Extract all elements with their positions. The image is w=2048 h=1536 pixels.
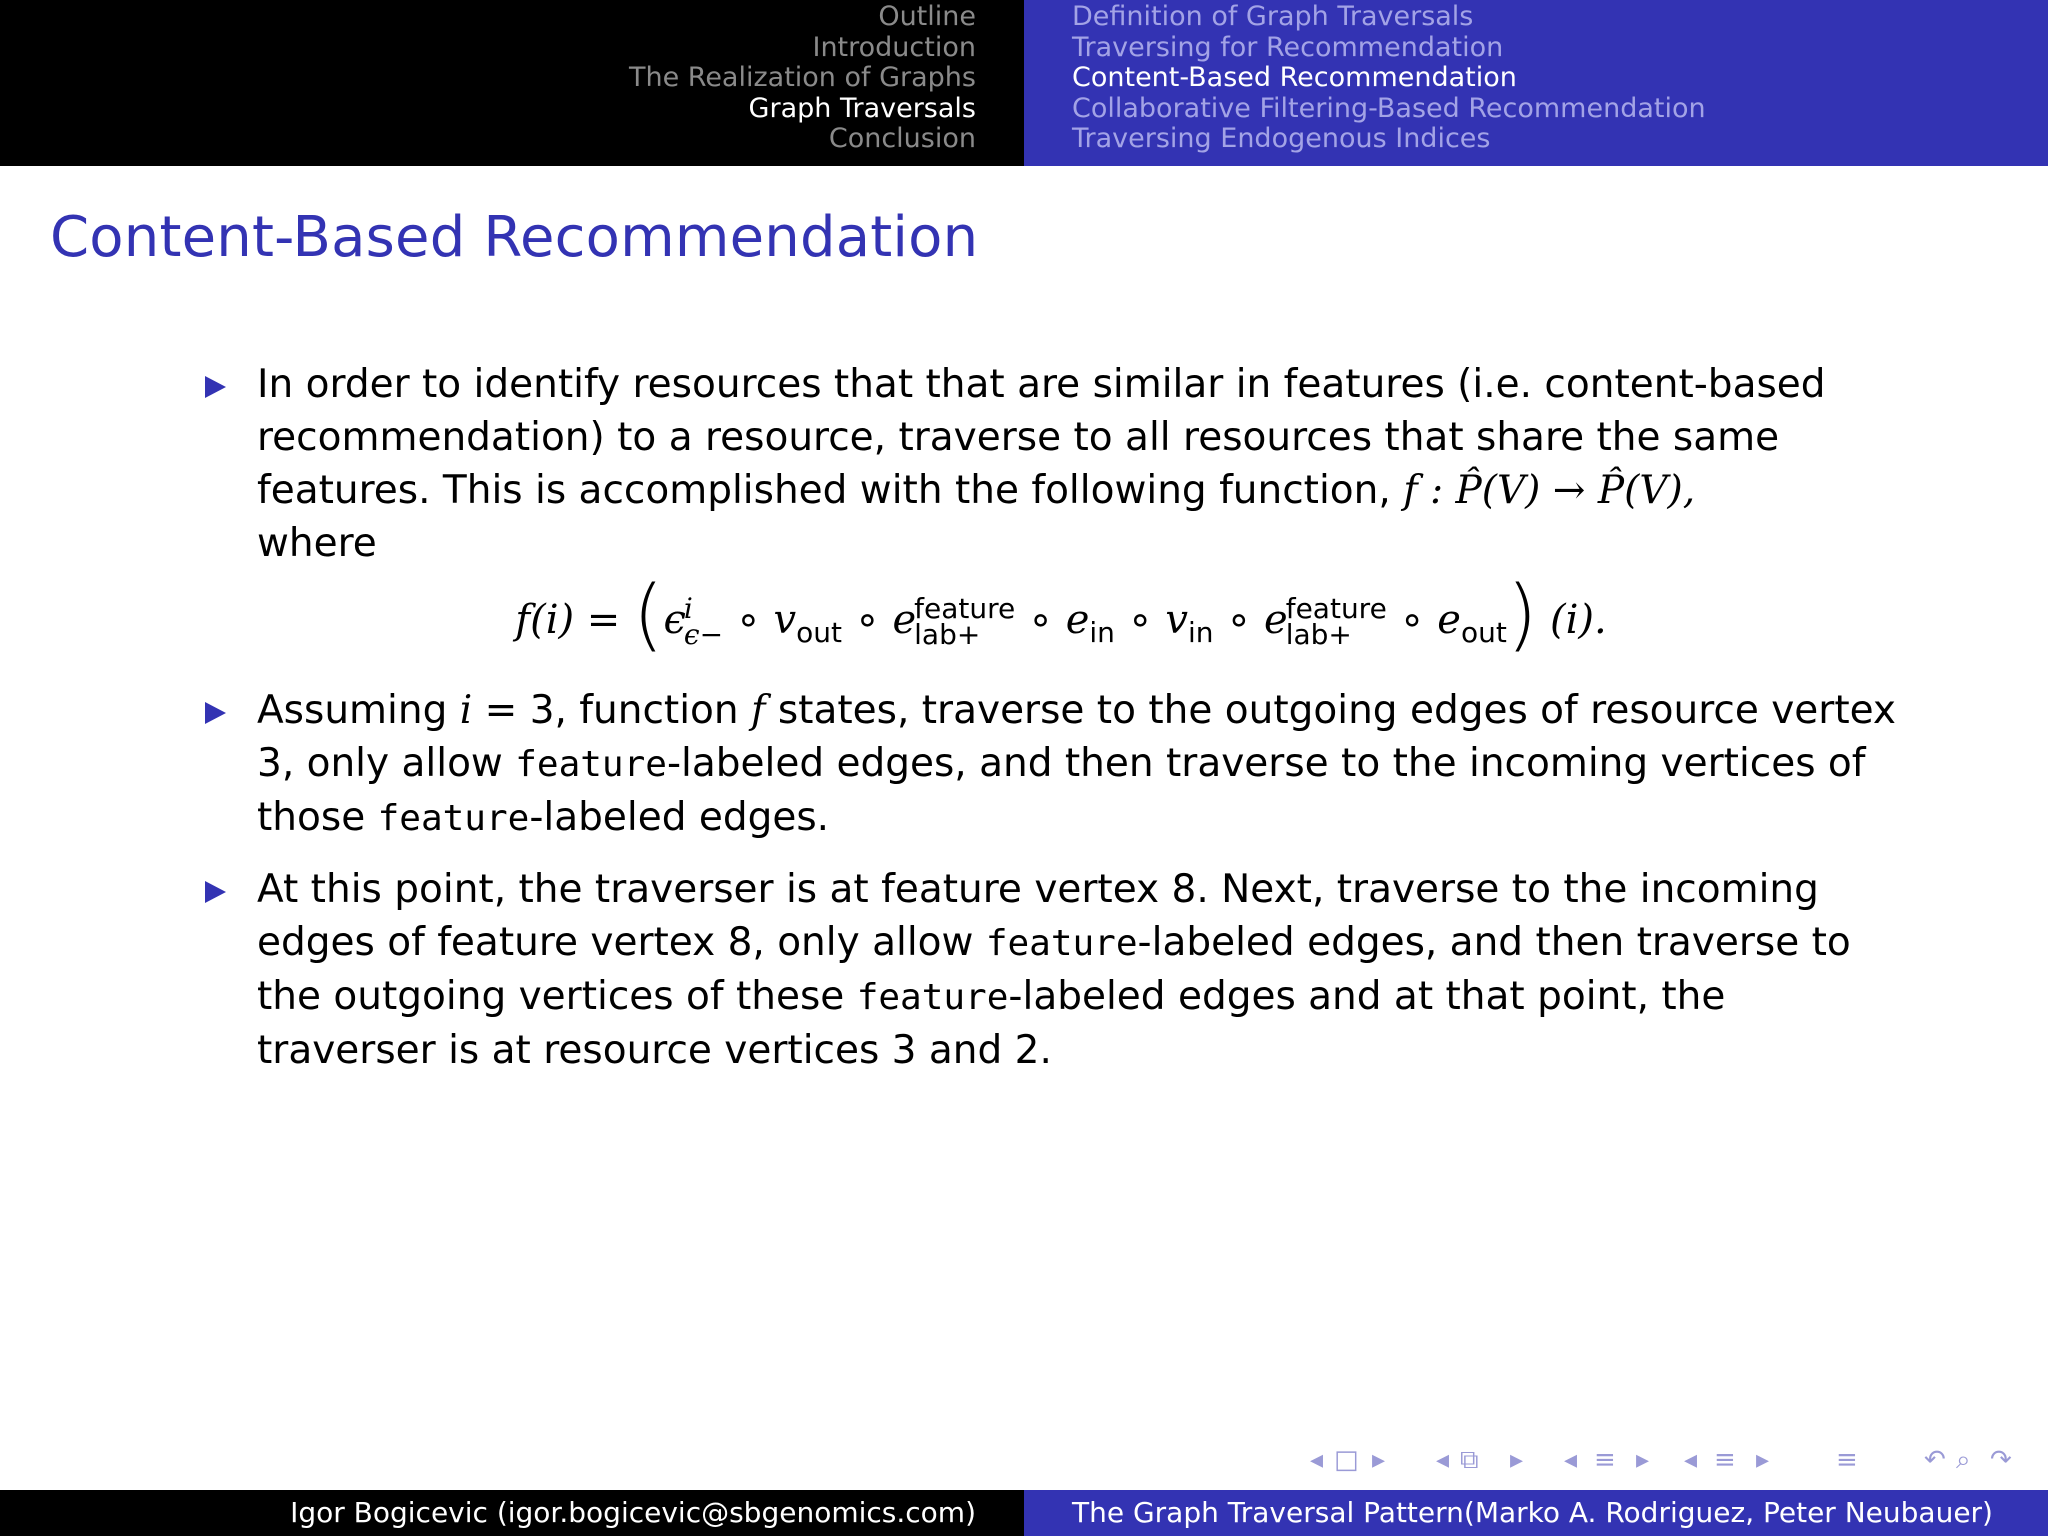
frame-icon[interactable]: ⧉ (1460, 1445, 1479, 1475)
equation-e-lab-1-sub: lab+ (914, 618, 981, 651)
subsection-icon[interactable]: ≡ (1594, 1445, 1616, 1475)
bullet-item-3 (205, 863, 1905, 1077)
section-item-conclusion[interactable]: Conclusion (828, 123, 976, 154)
equation-v-out: v (773, 597, 797, 643)
bullet-1-text: In order to identify resources that that are similar in features (i.e. content-based recommendation) to a resource, traverse to all resources that share the same features. This is accomplished with the following function, (257, 362, 1826, 513)
function-signature: f : P̂(V) → P̂(V), (1403, 468, 1696, 513)
slide-content (205, 358, 1905, 1077)
frame-title: Content-Based Recommendation (50, 205, 979, 270)
equation-e-in: e (1065, 597, 1090, 643)
equation-epsilon-sup: i (683, 592, 693, 625)
b2-part3: states, traverse to the outgoing edges of resource vertex 3, only allow (257, 688, 1897, 786)
bullet-triangle-icon (205, 881, 226, 903)
subsection-list (1072, 2, 1706, 155)
equation-e-out: e (1437, 597, 1461, 643)
slide-icon[interactable]: □ (1334, 1445, 1359, 1475)
equation-e-in-sub: in (1089, 616, 1115, 649)
subsection-item-content-based[interactable]: Content-Based Recommendation (1072, 62, 1517, 93)
equation-lhs: f(i) = (515, 597, 621, 643)
subsection-item-endogenous-indices[interactable]: Traversing Endogenous Indices (1072, 123, 1491, 154)
header-bar (0, 0, 2048, 166)
beamer-nav-controls (1310, 1440, 2030, 1480)
bullet-triangle-icon (205, 702, 226, 724)
equation-epsilon: ϵ (663, 597, 686, 643)
subsection-next-icon[interactable]: ▸ (1636, 1445, 1650, 1475)
equation-v-out-sub: out (796, 616, 842, 649)
b3-part2: -labeled edges, and then traverse to the outgoing vertices of these (257, 920, 1851, 1019)
b3-part1: At this point, the traverser is at feature vertex 8. Next, traverse to the incoming edges of feature vertex 8, only allow (257, 867, 1819, 965)
forward-icon[interactable]: ↷ (1990, 1445, 2012, 1475)
bullet-text-1 (257, 358, 1905, 570)
bullet-1-where: where (257, 521, 377, 566)
section-item-outline[interactable]: Outline (878, 1, 976, 32)
b2-var-i: i (459, 688, 473, 733)
section-next-icon[interactable]: ▸ (1756, 1445, 1770, 1475)
slide-prev-icon[interactable]: ◂ (1310, 1445, 1324, 1475)
compose-op: ∘ (1226, 597, 1252, 643)
footer-title-panel (1024, 1490, 2048, 1536)
equation-e-lab-2-scripts (1285, 592, 1387, 651)
footer-title: The Graph Traversal Pattern(Marko A. Rodriguez, Peter Neubauer) (1072, 1496, 1993, 1529)
equation-e-lab-2-sup: feature (1285, 592, 1387, 625)
bullet-triangle-icon (205, 376, 226, 398)
b3-code-feature-1: feature (985, 923, 1138, 964)
subsection-nav-panel (1024, 0, 2048, 166)
frame-prev-icon[interactable]: ◂ (1436, 1445, 1450, 1475)
footer-bar (0, 1490, 2048, 1536)
b2-var-f: f (751, 688, 766, 733)
equation-e-lab-1: e (892, 597, 917, 643)
section-item-realization-of-graphs[interactable]: The Realization of Graphs (628, 62, 976, 93)
equation-e-lab-1-sup: feature (914, 592, 1016, 625)
equation-e-lab-1-scripts (914, 592, 1016, 651)
bullet-text-3 (257, 863, 1905, 1077)
equation-epsilon-scripts (683, 592, 724, 651)
footer-author-panel (0, 1490, 1024, 1536)
footer-author: Igor Bogicevic (igor.bogicevic@sbgenomics.com) (290, 1496, 976, 1529)
section-icon[interactable]: ≡ (1714, 1445, 1736, 1475)
compose-op: ∘ (1127, 597, 1153, 643)
equation-rhs: (i). (1549, 597, 1607, 643)
back-icon[interactable]: ↶ (1924, 1445, 1946, 1475)
subsection-item-traversing-recommendation[interactable]: Traversing for Recommendation (1072, 31, 1504, 63)
toc-icon[interactable]: ≡ (1836, 1445, 1858, 1475)
equation-close-paren: ) (1506, 570, 1538, 660)
section-list (629, 2, 976, 155)
subsection-item-collaborative-filtering[interactable]: Collaborative Filtering-Based Recommendation (1072, 92, 1706, 124)
b2-part4: -labeled edges, and then traverse to the incoming vertices of those (257, 741, 1866, 840)
compose-op: ∘ (1027, 597, 1054, 643)
section-item-introduction[interactable]: Introduction (812, 31, 976, 63)
b2-part5: -labeled edges. (529, 795, 830, 840)
compose-op: ∘ (854, 597, 880, 643)
subsection-prev-icon[interactable]: ◂ (1564, 1445, 1578, 1475)
equation-epsilon-sub: ϵ− (683, 618, 724, 651)
bullet-item-1 (205, 358, 1905, 670)
slide-next-icon[interactable]: ▸ (1372, 1445, 1386, 1475)
b2-part2: = 3, function (472, 688, 752, 733)
equation-v-in-sub: in (1188, 616, 1214, 649)
equation-e-lab-2: e (1264, 597, 1288, 643)
frame-next-icon[interactable]: ▸ (1510, 1445, 1524, 1475)
bullet-item-2 (205, 684, 1905, 845)
section-prev-icon[interactable]: ◂ (1684, 1445, 1698, 1475)
b3-part3: -labeled edges and at that point, the traverser is at resource vertices 3 and 2. (257, 974, 1726, 1073)
b2-code-feature-1: feature (515, 744, 667, 785)
section-nav-panel (0, 0, 1024, 166)
traversal-equation (217, 570, 1905, 670)
b2-part1: Assuming (257, 688, 460, 733)
search-icon[interactable]: ⌕ (1956, 1445, 1971, 1475)
b2-code-feature-2: feature (377, 798, 530, 839)
equation-e-lab-2-sub: lab+ (1285, 618, 1352, 651)
equation-e-out-sub: out (1460, 616, 1507, 649)
compose-op: ∘ (1399, 597, 1425, 643)
subsection-item-definition[interactable]: Definition of Graph Traversals (1072, 1, 1474, 32)
section-item-graph-traversals[interactable]: Graph Traversals (748, 92, 976, 124)
b3-code-feature-2: feature (856, 977, 1009, 1018)
equation-v-in: v (1165, 597, 1189, 643)
bullet-text-2 (257, 684, 1905, 845)
compose-op: ∘ (735, 597, 761, 643)
equation-open-paren: ( (633, 570, 664, 660)
